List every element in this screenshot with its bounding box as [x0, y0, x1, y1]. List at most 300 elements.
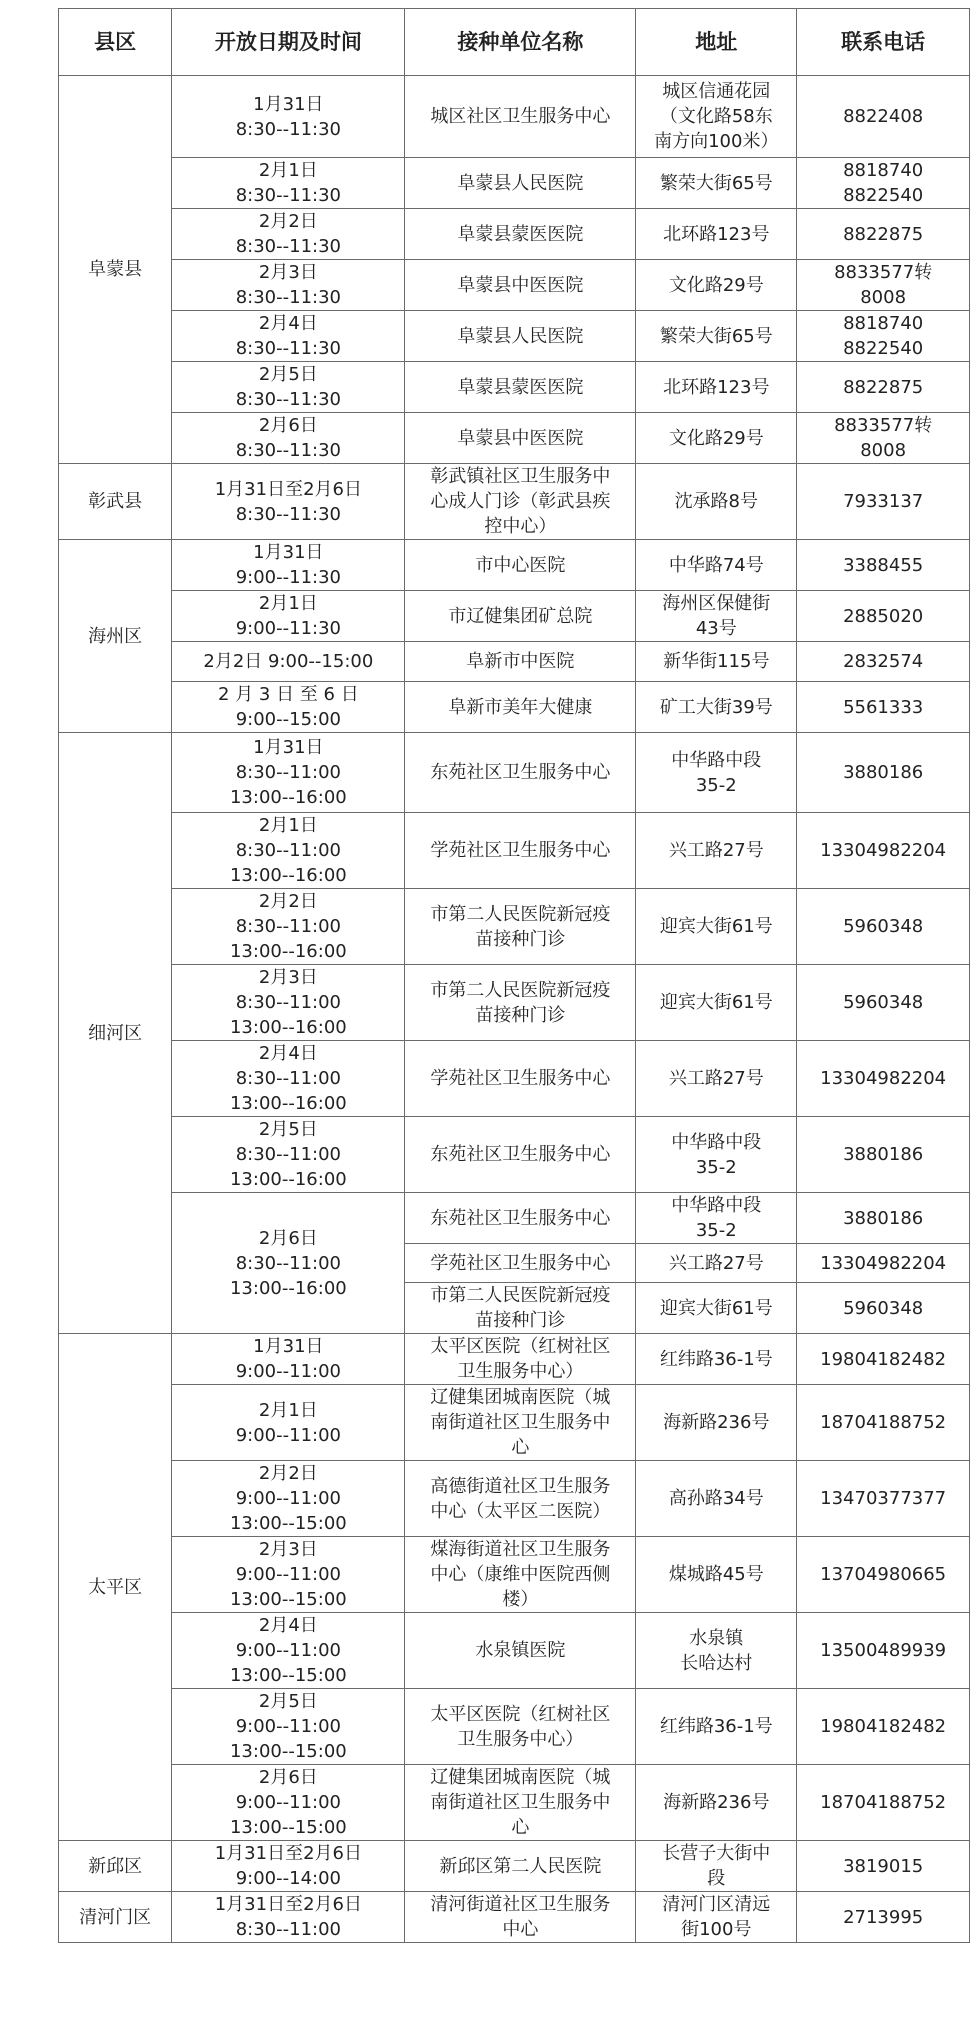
cell-line: 阜新市中医院 — [466, 651, 575, 672]
cell-line: 13470377377 — [820, 1488, 947, 1509]
cell-line: 8008 — [860, 287, 907, 308]
district-name: 新邱区 — [88, 1855, 143, 1877]
address-cell — [636, 1841, 797, 1892]
unit-name-cell — [405, 1244, 636, 1283]
cell-line: 中华路中段 — [671, 749, 762, 771]
address-cell — [636, 1244, 797, 1283]
address-cell — [636, 413, 797, 464]
address-cell — [636, 591, 797, 642]
cell-line: 8:30--11:00 — [235, 1068, 341, 1089]
cell-line: 2月5日 — [258, 1691, 318, 1712]
cell-line: 苗接种门诊 — [475, 1004, 566, 1026]
unit-name-cell — [405, 1537, 636, 1613]
table-row — [59, 1461, 970, 1537]
address-cell — [636, 1689, 797, 1765]
cell-line: 2月6日 — [258, 415, 318, 436]
cell-line: 13500489939 — [820, 1640, 947, 1661]
cell-line: 繁荣大街65号 — [659, 325, 773, 347]
cell-line: 3880186 — [843, 1144, 924, 1165]
cell-line: 2832574 — [843, 651, 924, 672]
cell-line: 心 — [511, 1817, 530, 1838]
cell-line: 9:00--11:00 — [235, 1424, 341, 1446]
cell-line: 东苑社区卫生服务中心 — [430, 1207, 611, 1229]
phone-cell — [797, 1244, 970, 1283]
date-time-cell — [172, 1765, 405, 1841]
cell-line: 7933137 — [843, 491, 924, 512]
cell-line: 中心（太平区二医院） — [430, 1500, 611, 1522]
cell-line: 苗接种门诊 — [475, 928, 566, 950]
cell-line: 8:30--11:00 — [235, 1144, 341, 1165]
cell-line: 13:00--15:00 — [229, 1589, 347, 1610]
phone-cell — [797, 1193, 970, 1244]
table-row — [59, 362, 970, 413]
table-row — [59, 591, 970, 642]
cell-line: 彰武镇社区卫生服务中 — [430, 466, 611, 487]
district-cell — [59, 464, 172, 540]
cell-line: 13:00--16:00 — [229, 1093, 347, 1114]
phone-cell — [797, 1041, 970, 1117]
cell-line: 8:30--11:30 — [235, 338, 341, 359]
date-time-cell — [172, 1689, 405, 1765]
unit-name-cell — [405, 76, 636, 158]
cell-line: 2713995 — [843, 1906, 924, 1928]
district-cell — [59, 540, 172, 733]
cell-line: 9:00--11:00 — [235, 1716, 341, 1737]
cell-line: 8:30--11:30 — [235, 503, 341, 525]
cell-line: 太平区医院（红树社区 — [430, 1336, 611, 1357]
date-time-cell — [172, 260, 405, 311]
date-time-cell — [172, 540, 405, 591]
phone-cell — [797, 464, 970, 540]
cell-line: 5960348 — [843, 916, 924, 937]
cell-line: 2月2日 — [258, 1463, 318, 1484]
cell-line: 海州区保健街 — [662, 593, 771, 614]
cell-line: 苗接种门诊 — [475, 1310, 566, 1331]
address-cell — [636, 540, 797, 591]
cell-line: 2月4日 — [258, 1615, 318, 1636]
cell-line: 2月1日 — [258, 593, 318, 614]
cell-line: 街100号 — [681, 1919, 752, 1940]
unit-name-cell — [405, 1385, 636, 1461]
district-cell — [59, 733, 172, 1334]
cell-line: 段 — [707, 1868, 726, 1889]
cell-line: 9:00--11:30 — [235, 618, 341, 639]
phone-cell — [797, 1892, 970, 1943]
table-row — [59, 813, 970, 889]
cell-line: 35-2 — [695, 1156, 737, 1178]
cell-line: 阜蒙县蒙医医院 — [457, 376, 584, 398]
date-time-cell — [172, 1841, 405, 1892]
cell-line: 8008 — [860, 440, 907, 461]
unit-name-cell — [405, 682, 636, 733]
date-time-cell — [172, 1461, 405, 1537]
cell-line: 19804182482 — [820, 1348, 947, 1370]
cell-line: 中心（康维中医院西侧 — [430, 1564, 611, 1585]
cell-line: 阜新市美年大健康 — [448, 696, 593, 718]
date-time-cell — [172, 209, 405, 260]
cell-line: 13304982204 — [820, 1068, 947, 1089]
cell-line: 8818740 — [843, 313, 924, 334]
cell-line: 煤城路45号 — [668, 1564, 764, 1585]
date-time-cell — [172, 1613, 405, 1689]
table-row — [59, 1334, 970, 1385]
district-name: 太平区 — [88, 1576, 143, 1598]
cell-line: 阜蒙县中医医院 — [457, 427, 584, 449]
cell-line: 学苑社区卫生服务中心 — [430, 1252, 611, 1274]
cell-line: 长哈达村 — [680, 1652, 753, 1674]
cell-line: 市第二人民医院新冠疫 — [430, 979, 611, 1001]
table-row — [59, 1385, 970, 1461]
cell-line: 5960348 — [843, 1297, 924, 1319]
cell-line: 城区社区卫生服务中心 — [430, 106, 611, 127]
address-cell — [636, 1765, 797, 1841]
cell-line: 5561333 — [843, 696, 924, 718]
cell-line: 2月2日 — [258, 211, 318, 232]
cell-line: 2月1日 — [258, 1399, 318, 1421]
cell-line: 卫生服务中心） — [457, 1361, 584, 1382]
table-row — [59, 733, 970, 813]
phone-cell — [797, 1117, 970, 1193]
address-cell — [636, 311, 797, 362]
cell-line: 1月31日 — [253, 1336, 324, 1357]
unit-name-cell — [405, 1613, 636, 1689]
cell-line: 8:30--11:00 — [235, 916, 341, 937]
cell-line: 9:00--14:00 — [235, 1868, 341, 1889]
table-row — [59, 76, 970, 158]
cell-line: 长营子大街中 — [662, 1843, 771, 1864]
address-cell — [636, 889, 797, 965]
cell-line: 13:00--15:00 — [229, 1817, 347, 1838]
date-time-cell — [172, 362, 405, 413]
cell-line: 2月5日 — [258, 364, 318, 385]
cell-line: 南方向100米） — [654, 131, 779, 152]
address-cell — [636, 1537, 797, 1613]
cell-line: 8822540 — [843, 185, 924, 206]
header-phone: 联系电话 — [797, 9, 970, 76]
phone-cell — [797, 1537, 970, 1613]
date-time-cell — [172, 464, 405, 540]
unit-name-cell — [405, 540, 636, 591]
district-name: 阜蒙县 — [88, 259, 143, 280]
unit-name-cell — [405, 209, 636, 260]
cell-line: 8:30--11:30 — [235, 440, 341, 461]
phone-cell — [797, 1283, 970, 1334]
address-cell — [636, 813, 797, 889]
date-time-cell — [172, 1385, 405, 1461]
phone-cell — [797, 311, 970, 362]
cell-line: 煤海街道社区卫生服务 — [430, 1539, 611, 1560]
cell-line: 北环路123号 — [663, 223, 770, 245]
unit-name-cell — [405, 362, 636, 413]
cell-line: 13:00--16:00 — [229, 1169, 347, 1190]
cell-line: 13:00--16:00 — [229, 941, 347, 962]
cell-line: 东苑社区卫生服务中心 — [430, 762, 611, 783]
cell-line: 13:00--16:00 — [229, 865, 347, 886]
address-cell — [636, 682, 797, 733]
table-row — [59, 1841, 970, 1892]
cell-line: 太平区医院（红树社区 — [430, 1703, 611, 1725]
cell-line: 2月5日 — [258, 1119, 318, 1140]
cell-line: 阜蒙县蒙医医院 — [457, 223, 584, 245]
address-cell — [636, 1041, 797, 1117]
cell-line: 2月2日 — [258, 891, 318, 912]
cell-line: 南街道社区卫生服务中 — [430, 1412, 611, 1433]
address-cell — [636, 965, 797, 1041]
table-row — [59, 965, 970, 1041]
cell-line: 文化路29号 — [668, 427, 764, 449]
cell-line: 兴工路27号 — [668, 1252, 764, 1274]
cell-line: 红纬路36-1号 — [659, 1348, 773, 1370]
phone-cell — [797, 1461, 970, 1537]
cell-line: 辽健集团城南医院（城 — [430, 1387, 611, 1408]
cell-line: 辽健集团城南医院（城 — [430, 1767, 611, 1788]
address-cell — [636, 362, 797, 413]
cell-line: 2月6日 — [258, 1767, 318, 1788]
unit-name-cell — [405, 158, 636, 209]
date-time-cell — [172, 1334, 405, 1385]
phone-cell — [797, 362, 970, 413]
unit-name-cell — [405, 1193, 636, 1244]
address-cell — [636, 1385, 797, 1461]
cell-line: 9:00--15:00 — [235, 709, 341, 730]
phone-cell — [797, 1841, 970, 1892]
unit-name-cell — [405, 642, 636, 682]
table-row — [59, 642, 970, 682]
unit-name-cell — [405, 464, 636, 540]
table-row — [59, 464, 970, 540]
phone-cell — [797, 76, 970, 158]
header-row — [59, 9, 970, 76]
cell-line: 3880186 — [843, 762, 924, 783]
unit-name-cell — [405, 1117, 636, 1193]
unit-name-cell — [405, 1841, 636, 1892]
cell-line: 13:00--15:00 — [229, 1665, 347, 1686]
phone-cell — [797, 965, 970, 1041]
cell-line: 8:30--11:00 — [235, 992, 341, 1013]
date-time-cell — [172, 158, 405, 209]
address-cell — [636, 1613, 797, 1689]
cell-line: 18704188752 — [820, 1412, 947, 1433]
header-district: 县区 — [59, 9, 172, 76]
cell-line: 市第二人民医院新冠疫 — [430, 1285, 611, 1306]
cell-line: 2月1日 — [258, 160, 318, 181]
cell-line: 2月1日 — [258, 815, 318, 836]
date-time-cell — [172, 76, 405, 158]
cell-line: 阜蒙县人民医院 — [457, 172, 584, 194]
cell-line: 3819015 — [843, 1855, 924, 1877]
cell-line: 沈承路8号 — [674, 491, 759, 512]
cell-line: 1月31日 — [253, 737, 324, 758]
cell-line: 1月31日至2月6日 — [214, 478, 362, 500]
unit-name-cell — [405, 733, 636, 813]
cell-line: 阜蒙县人民医院 — [457, 325, 584, 347]
cell-line: 13:00--16:00 — [229, 787, 347, 808]
cell-line: 市中心医院 — [475, 554, 566, 576]
table-row — [59, 311, 970, 362]
phone-cell — [797, 1613, 970, 1689]
cell-line: 35-2 — [695, 774, 737, 796]
address-cell — [636, 1193, 797, 1244]
cell-line: 3880186 — [843, 1207, 924, 1229]
phone-cell — [797, 209, 970, 260]
cell-line: 8:30--11:00 — [235, 1919, 341, 1940]
cell-line: 1月31日至2月6日 — [214, 1894, 362, 1915]
unit-name-cell — [405, 591, 636, 642]
header-address: 地址 — [636, 9, 797, 76]
cell-line: 2 月 3 日 至 6 日 — [218, 684, 359, 705]
table-row — [59, 682, 970, 733]
date-time-cell — [172, 642, 405, 682]
cell-line: 8822875 — [843, 223, 924, 245]
vaccination-schedule-table — [58, 8, 970, 1943]
cell-line: 2885020 — [843, 605, 924, 627]
phone-cell — [797, 260, 970, 311]
unit-name-cell — [405, 1892, 636, 1943]
cell-line: 中华路中段 — [671, 1195, 762, 1216]
cell-line: 心成人门诊（彰武县疾 — [430, 491, 611, 512]
phone-cell — [797, 889, 970, 965]
address-cell — [636, 76, 797, 158]
cell-line: 43号 — [695, 618, 737, 639]
table-row — [59, 889, 970, 965]
table-row — [59, 209, 970, 260]
table-row — [59, 1537, 970, 1613]
cell-line: 9:00--11:00 — [235, 1640, 341, 1661]
cell-line: 楼） — [502, 1589, 539, 1610]
table-row — [59, 540, 970, 591]
table-row — [59, 1765, 970, 1841]
cell-line: 9:00--11:00 — [235, 1792, 341, 1813]
table-row — [59, 158, 970, 209]
cell-line: 35-2 — [695, 1220, 737, 1241]
phone-cell — [797, 1689, 970, 1765]
address-cell — [636, 733, 797, 813]
table-row — [59, 1613, 970, 1689]
address-cell — [636, 464, 797, 540]
date-time-cell — [172, 682, 405, 733]
cell-line: 繁荣大街65号 — [659, 172, 773, 194]
unit-name-cell — [405, 260, 636, 311]
cell-line: 1月31日 — [253, 93, 324, 115]
cell-line: 13704980665 — [820, 1564, 947, 1585]
cell-line: 清河街道社区卫生服务 — [430, 1894, 611, 1915]
cell-line: 8822540 — [843, 338, 924, 359]
cell-line: 2月6日 — [258, 1227, 318, 1249]
cell-line: 8:30--11:00 — [235, 840, 341, 861]
cell-line: 心 — [511, 1437, 530, 1458]
cell-line: 清河门区清远 — [662, 1894, 771, 1915]
cell-line: 市第二人民医院新冠疫 — [430, 903, 611, 925]
cell-line: 13:00--16:00 — [229, 1277, 347, 1299]
cell-line: （文化路58东 — [659, 106, 773, 127]
cell-line: 8:30--11:30 — [235, 389, 341, 410]
phone-cell — [797, 642, 970, 682]
date-time-cell — [172, 591, 405, 642]
unit-name-cell — [405, 311, 636, 362]
district-cell — [59, 1841, 172, 1892]
cell-line: 南街道社区卫生服务中 — [430, 1792, 611, 1813]
date-time-cell — [172, 1193, 405, 1334]
cell-line: 迎宾大街61号 — [659, 916, 773, 937]
cell-line: 海新路236号 — [663, 1792, 770, 1813]
date-time-cell — [172, 1041, 405, 1117]
table-row — [59, 413, 970, 464]
cell-line: 北环路123号 — [663, 376, 770, 398]
cell-line: 学苑社区卫生服务中心 — [430, 1068, 611, 1089]
date-time-cell — [172, 413, 405, 464]
header-date-time: 开放日期及时间 — [172, 9, 405, 76]
phone-cell — [797, 158, 970, 209]
cell-line: 8:30--11:30 — [235, 287, 341, 308]
cell-line: 19804182482 — [820, 1716, 947, 1737]
cell-line: 9:00--11:00 — [235, 1361, 341, 1382]
cell-line: 2月4日 — [258, 1043, 318, 1064]
cell-line: 8:30--11:30 — [235, 185, 341, 206]
cell-line: 中心 — [502, 1919, 539, 1940]
phone-cell — [797, 1385, 970, 1461]
cell-line: 8:30--11:30 — [235, 236, 341, 257]
cell-line: 矿工大街39号 — [659, 696, 773, 718]
cell-line: 5960348 — [843, 992, 924, 1013]
table-row — [59, 1117, 970, 1193]
cell-line: 中华路74号 — [668, 554, 764, 576]
cell-line: 中华路中段 — [671, 1131, 762, 1153]
table-body — [59, 76, 970, 1943]
district-cell — [59, 1334, 172, 1841]
table-row — [59, 1892, 970, 1943]
district-name: 细河区 — [88, 1022, 143, 1044]
phone-cell — [797, 733, 970, 813]
date-time-cell — [172, 965, 405, 1041]
table-row — [59, 1193, 970, 1244]
address-cell — [636, 1117, 797, 1193]
cell-line: 8:30--11:00 — [235, 762, 341, 783]
unit-name-cell — [405, 1334, 636, 1385]
cell-line: 迎宾大街61号 — [659, 1297, 773, 1319]
cell-line: 新邱区第二人民医院 — [439, 1855, 602, 1877]
cell-line: 迎宾大街61号 — [659, 992, 773, 1013]
unit-name-cell — [405, 1041, 636, 1117]
table-row — [59, 1041, 970, 1117]
table-row — [59, 1689, 970, 1765]
phone-cell — [797, 591, 970, 642]
cell-line: 8822875 — [843, 376, 924, 398]
cell-line: 8822408 — [843, 106, 924, 127]
phone-cell — [797, 1765, 970, 1841]
phone-cell — [797, 540, 970, 591]
date-time-cell — [172, 1892, 405, 1943]
cell-line: 8833577转 — [834, 415, 933, 436]
address-cell — [636, 1461, 797, 1537]
district-cell — [59, 1892, 172, 1943]
cell-line: 13304982204 — [820, 840, 947, 861]
cell-line: 市辽健集团矿总院 — [448, 605, 593, 627]
district-name: 海州区 — [88, 625, 143, 647]
cell-line: 8:30--11:30 — [235, 118, 341, 140]
address-cell — [636, 209, 797, 260]
cell-line: 学苑社区卫生服务中心 — [430, 840, 611, 861]
unit-name-cell — [405, 1461, 636, 1537]
cell-line: 13304982204 — [820, 1252, 947, 1274]
unit-name-cell — [405, 889, 636, 965]
cell-line: 东苑社区卫生服务中心 — [430, 1144, 611, 1165]
date-time-cell — [172, 1537, 405, 1613]
table-row — [59, 260, 970, 311]
cell-line: 9:00--11:00 — [235, 1564, 341, 1585]
header-unit-name: 接种单位名称 — [405, 9, 636, 76]
cell-line: 9:00--11:00 — [235, 1488, 341, 1509]
cell-line: 8:30--11:00 — [235, 1252, 341, 1274]
